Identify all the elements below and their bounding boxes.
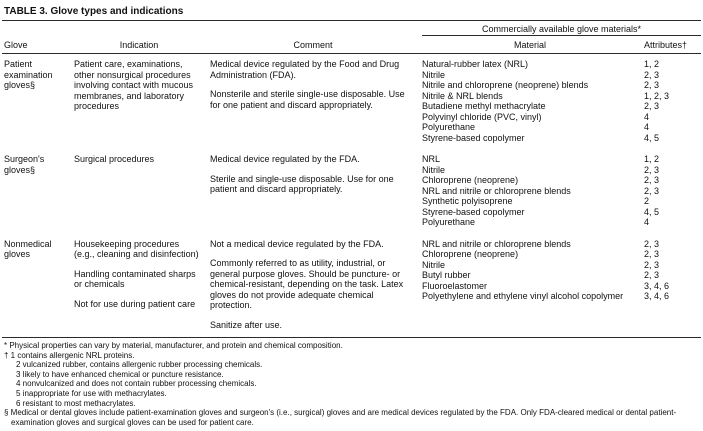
- footnote-attr-6: 6 resistant to most methacrylates.: [16, 398, 136, 408]
- column-header-row: [2, 36, 701, 53]
- footnote-physical-properties: * Physical properties can vary by material, manufacturer, and protein and chemical composition.: [4, 341, 343, 350]
- group-header-spacer: [2, 24, 422, 36]
- footnote-attr-1: † 1 contains allergenic NRL proteins.: [4, 350, 135, 360]
- materials-cell: [422, 154, 701, 228]
- column-header-glove: Glove: [4, 40, 28, 50]
- comment-paragraph: Sanitize after use.: [210, 319, 283, 330]
- footnote-attr-3: 3 likely to have enhanced chemical or puncture resistance.: [16, 369, 224, 379]
- material-name: Chloroprene (neoprene): [422, 175, 519, 185]
- materials-cell: [422, 239, 701, 331]
- material-name: Fluoroelastomer: [422, 280, 488, 291]
- material-attributes: 4, 5: [644, 206, 660, 217]
- footnote-medical-dental: § Medical or dental gloves include patient-examination gloves and surgeon's (i.e., surgical) gloves and are medical devices regulated by the FDA. Only FDA-cleared medical or dental patient-examination gloves and surgical gloves can be used for patient care.: [4, 408, 677, 427]
- material-name: Nitrile: [422, 164, 446, 175]
- material-row: [422, 133, 701, 144]
- material-row: [422, 196, 701, 207]
- comment-cell: [210, 154, 422, 228]
- comment-paragraph: Sterile and single-use disposable. Use for one patient and discard appropriately.: [210, 173, 394, 194]
- comment-paragraph: Medical device regulated by the FDA.: [210, 154, 360, 164]
- material-name: Nitrile: [422, 259, 446, 270]
- material-row: [422, 260, 701, 271]
- material-attributes: 3, 4, 6: [644, 291, 670, 301]
- material-name: NRL: [422, 154, 441, 164]
- material-row: [422, 122, 701, 133]
- indication-paragraph: Handling contaminated sharps or chemicals: [74, 268, 196, 289]
- material-attributes: 4, 5: [644, 132, 660, 143]
- footnotes: [2, 338, 701, 427]
- material-name: Nitrile and chloroprene (neoprene) blends: [422, 80, 589, 90]
- material-row: [422, 80, 701, 91]
- material-attributes: 2, 3: [644, 249, 660, 259]
- comment-paragraph: Nonsterile and sterile single-use disposable. Use for one patient and discard appropriately.: [210, 89, 405, 110]
- materials-group-header: Commercially available glove materials*: [422, 24, 701, 36]
- material-row: [422, 207, 701, 218]
- column-header-material: Material: [513, 40, 546, 50]
- material-name: Chloroprene (neoprene): [422, 249, 519, 259]
- material-attributes: 2, 3: [644, 259, 660, 270]
- material-row: [422, 165, 701, 176]
- comment-cell: [210, 59, 422, 143]
- indication-paragraph: Patient care, examinations, other nonsurgical procedures involving contact with mucous membranes, and laboratory procedures: [74, 59, 194, 111]
- materials-cell: [422, 59, 701, 143]
- material-name: NRL and nitrile or chloroprene blends: [422, 185, 571, 196]
- material-attributes: 2, 3: [644, 80, 660, 90]
- material-row: [422, 186, 701, 197]
- material-name: Nitrile & NRL blends: [422, 90, 503, 101]
- material-name: Nitrile: [422, 69, 446, 80]
- material-attributes: 2, 3: [644, 164, 660, 175]
- table-title: TABLE 3. Glove types and indications: [4, 6, 184, 17]
- material-attributes: 1, 2, 3: [644, 90, 670, 101]
- material-row: [422, 70, 701, 81]
- footnote-attr-5: 5 inappropriate for use with methacrylates.: [16, 388, 167, 398]
- material-row: [422, 175, 701, 186]
- footnote-attr-2: 2 vulcanized rubber, contains allergenic rubber processing chemicals.: [16, 360, 263, 370]
- material-row: [422, 217, 701, 228]
- material-name: Styrene-based copolymer: [422, 132, 525, 143]
- column-header-comment: Comment: [293, 40, 333, 50]
- glove-type-cell: Nonmedical gloves: [4, 238, 52, 259]
- material-row: [422, 291, 701, 302]
- footnote-attr-4: 4 nonvulcanized and does not contain rubber processing chemicals.: [16, 379, 257, 389]
- material-attributes: 2, 3: [644, 175, 660, 185]
- material-attributes: 3, 4, 6: [644, 280, 670, 291]
- table-body: [2, 54, 701, 337]
- material-row: [422, 281, 701, 292]
- material-attributes: 1, 2: [644, 59, 660, 69]
- material-row: [422, 249, 701, 260]
- indication-cell: [74, 59, 210, 143]
- indication-paragraph: Not for use during patient care: [74, 298, 196, 309]
- material-name: Butyl rubber: [422, 270, 471, 280]
- material-name: Styrene-based copolymer: [422, 206, 525, 217]
- indication-cell: [74, 239, 210, 331]
- table-row-nonmedical-gloves: [2, 239, 701, 331]
- glove-type-cell: Patient examination gloves§: [4, 59, 53, 90]
- material-attributes: 1, 2: [644, 154, 660, 164]
- table-row-patient-examination-gloves: [2, 59, 701, 143]
- comment-paragraph: Commonly referred to as utility, industrial, or general purpose gloves. Should be puncture- or chemical-resistant, depending on the task. Latex gloves do not provide adequate chemical protection.: [210, 258, 404, 310]
- column-header-attributes: Attributes†: [644, 40, 688, 50]
- material-attributes: 2, 3: [644, 101, 660, 111]
- material-name: Synthetic polyisoprene: [422, 196, 513, 206]
- material-name: NRL and nitrile or chloroprene blends: [422, 238, 571, 249]
- material-row: [422, 59, 701, 70]
- material-name: Polyethylene and ethylene vinyl alcohol copolymer: [422, 291, 624, 301]
- column-header-indication: Indication: [119, 40, 159, 50]
- material-attributes: 4: [644, 122, 650, 132]
- comment-paragraph: Medical device regulated by the Food and Drug Administration (FDA).: [210, 59, 400, 80]
- glove-type-cell: Surgeon's gloves§: [4, 154, 45, 175]
- indication-paragraph: Housekeeping procedures (e.g., cleaning and disinfection): [74, 238, 199, 259]
- comment-cell: [210, 239, 422, 331]
- material-row: [422, 91, 701, 102]
- material-name: Polyvinyl chloride (PVC, vinyl): [422, 111, 542, 122]
- material-name: Polyurethane: [422, 217, 476, 227]
- indication-paragraph: Surgical procedures: [74, 154, 155, 164]
- material-row: [422, 112, 701, 123]
- material-attributes: 2, 3: [644, 185, 660, 196]
- material-attributes: 2: [644, 196, 650, 206]
- material-attributes: 4: [644, 111, 650, 122]
- material-attributes: 2, 3: [644, 238, 660, 249]
- comment-paragraph: Not a medical device regulated by the FDA.: [210, 238, 384, 249]
- material-name: Polyurethane: [422, 122, 476, 132]
- materials-group-header-row: [2, 21, 701, 36]
- material-row: [422, 101, 701, 112]
- material-attributes: 4: [644, 217, 650, 227]
- material-attributes: 2, 3: [644, 270, 660, 280]
- material-row: [422, 239, 701, 250]
- material-row: [422, 270, 701, 281]
- material-attributes: 2, 3: [644, 69, 660, 80]
- indication-cell: [74, 154, 210, 228]
- material-name: Butadiene methyl methacrylate: [422, 101, 546, 111]
- material-name: Natural-rubber latex (NRL): [422, 59, 529, 69]
- material-row: [422, 154, 701, 165]
- table-row-surgeons-gloves: [2, 154, 701, 228]
